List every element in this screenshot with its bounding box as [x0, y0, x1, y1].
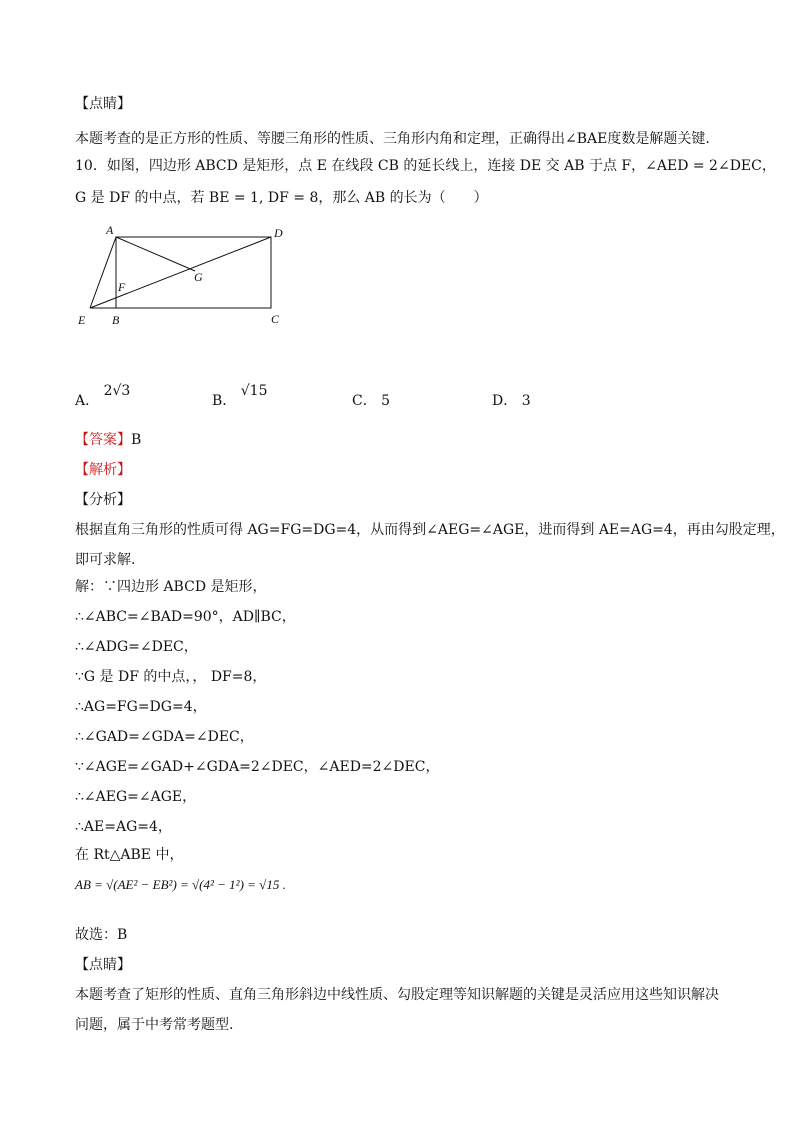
answer-value: B — [131, 432, 142, 448]
option-b-value: √15 — [240, 383, 268, 399]
option-b-letter: B． — [212, 393, 237, 409]
segment-ed — [90, 237, 271, 308]
dianjing-2-line-2: 问题，属于中考常考题型. — [75, 1017, 234, 1033]
solution-step-7: ∵∠AGE=∠GAD+∠GDA=2∠DEC，∠AED=2∠DEC， — [75, 759, 440, 775]
label-f: F — [118, 280, 126, 294]
option-c[interactable] — [352, 390, 390, 410]
section-heading-dianjing-2: 【点睛】 — [75, 957, 131, 973]
question-line-1: 10．如图，四边形 ABCD 是矩形，点 E 在线段 CB 的延长线上，连接 DE 交 AB 于点 F，∠AED = 2∠DEC， — [75, 158, 776, 174]
segment-ag — [116, 237, 195, 271]
label-e: E — [78, 313, 86, 327]
option-a[interactable] — [75, 383, 131, 410]
option-b[interactable] — [212, 383, 268, 410]
solution-step-2: ∴∠ABC=∠BAD=90°，AD∥BC， — [75, 609, 296, 625]
question-line-2: G 是 DF 的中点，若 BE = 1, DF = 8，那么 AB 的长为（ ） — [75, 190, 488, 206]
fenxi-heading: 【分析】 — [75, 492, 131, 508]
label-c: C — [271, 312, 280, 326]
solution-step-10: 在 Rt△ABE 中， — [75, 847, 184, 863]
option-d-letter: D． — [492, 393, 518, 409]
option-a-letter: A． — [75, 393, 100, 409]
option-d-value: 3 — [521, 393, 531, 409]
solution-formula: AB = √(AE² − EB²) = √(4² − 1²) = √15 . — [75, 877, 286, 892]
solution-step-8: ∴∠AEG=∠AGE， — [75, 789, 197, 805]
solution-step-3: ∴∠ADG=∠DEC， — [75, 639, 198, 655]
solution-step-4: ∵G 是 DF 的中点，， DF=8， — [75, 669, 267, 685]
solution-step-6: ∴∠GAD=∠GDA=∠DEC， — [75, 729, 254, 745]
geometry-figure — [70, 218, 300, 333]
solution-step-1: 解：∵四边形 ABCD 是矩形， — [75, 579, 267, 595]
label-g: G — [194, 270, 203, 284]
label-a: A — [106, 223, 114, 237]
fenxi-line-1: 根据直角三角形的性质可得 AG=FG=DG=4，从而得到∠AEG=∠AGE，进而得到 AE=AG=4，再由勾股定理， — [75, 522, 785, 538]
label-d: D — [274, 226, 283, 240]
segment-ea — [90, 237, 116, 308]
analysis-label: 【解析】 — [75, 462, 131, 478]
answer-label: 【答案】 — [75, 432, 131, 448]
dianjing-2-line-1: 本题考查了矩形的性质、直角三角形斜边中线性质、勾股定理等知识解题的关键是灵活应用这些知识解决 — [75, 987, 719, 1003]
solution-step-9: ∴AE=AG=4， — [75, 819, 172, 835]
solution-step-5: ∴AG=FG=DG=4， — [75, 699, 207, 715]
option-a-value: 2√3 — [103, 383, 131, 399]
dianjing-text: 本题考查的是正方形的性质、等腰三角形的性质、三角形内角和定理，正确得出∠BAE度数是解题关键. — [75, 131, 710, 147]
label-b: B — [112, 313, 120, 327]
choice-line: 故选：B — [75, 927, 128, 943]
section-heading-dianjing: 【点睛】 — [75, 96, 131, 112]
option-d[interactable] — [492, 390, 531, 410]
option-c-letter: C． — [352, 393, 377, 409]
fenxi-line-2: 即可求解. — [75, 552, 136, 568]
answer-line — [75, 430, 141, 450]
option-c-value: 5 — [381, 393, 391, 409]
